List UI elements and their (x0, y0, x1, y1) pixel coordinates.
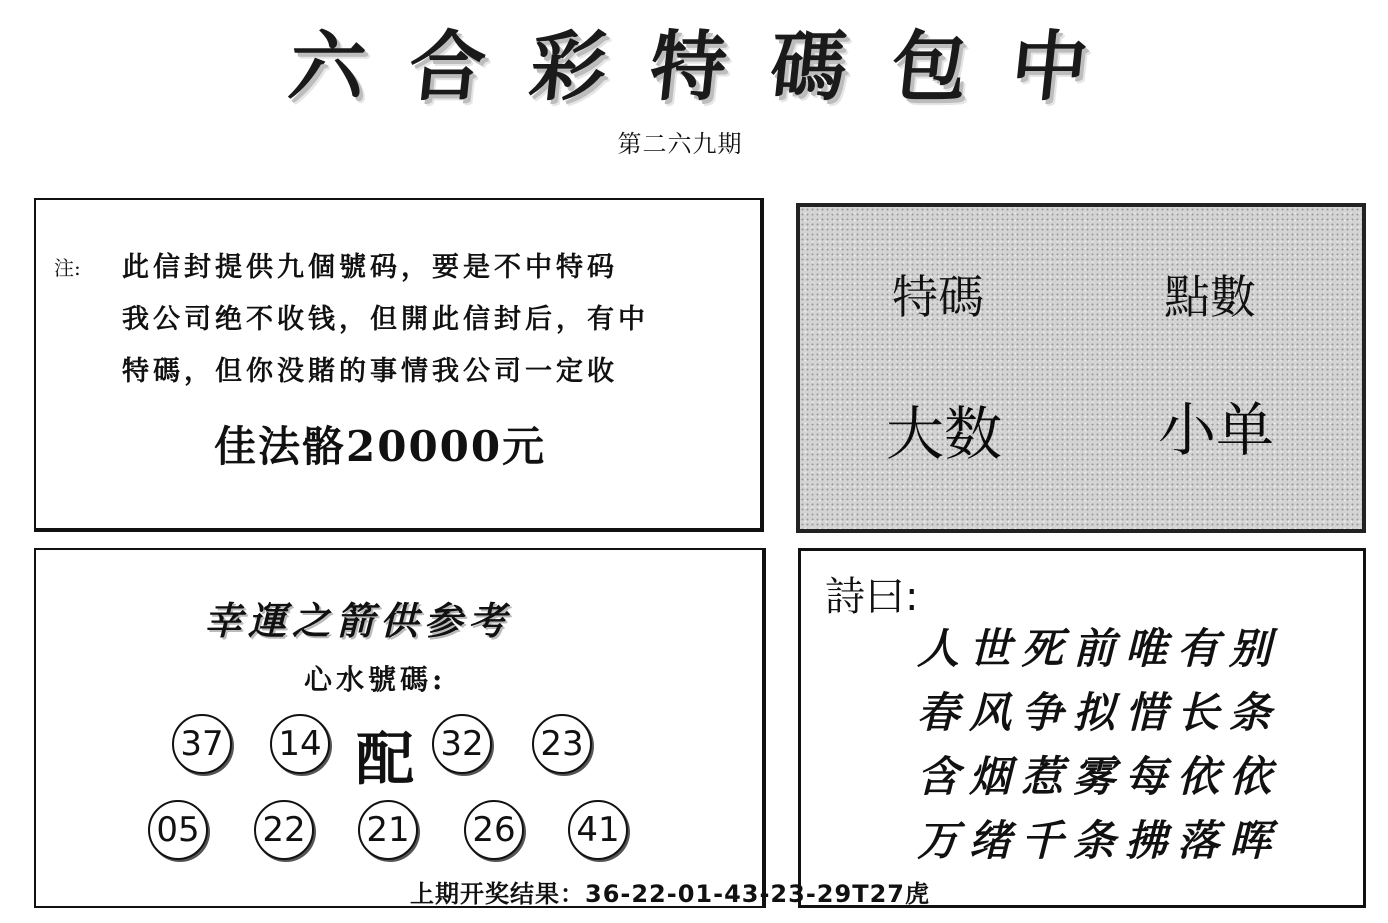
note-line: 我公司绝不收钱，但開此信封后，有中 (122, 304, 649, 335)
poem-line: 春风争拟惜长条 (917, 688, 1282, 737)
number-ball: 32 (432, 714, 492, 774)
lucky-numbers-panel (34, 548, 766, 908)
code-label-right: 點數 (1164, 270, 1256, 324)
note-line: 特碼，但你没賭的事情我公司一定收 (122, 356, 618, 387)
title-char: 包 (886, 21, 974, 111)
title-char: 碼 (766, 21, 854, 111)
page-title (284, 10, 1095, 111)
special-code-panel (796, 203, 1366, 533)
title-char: 彩 (525, 21, 613, 111)
poem-line: 含烟惹雾每依依 (917, 752, 1282, 801)
code-value-left: 大数 (886, 400, 1003, 468)
note-panel (34, 198, 764, 532)
poem-line: 人世死前唯有别 (917, 624, 1282, 673)
number-ball: 26 (464, 800, 524, 860)
number-ball: 21 (358, 800, 418, 860)
number-ball: 41 (568, 800, 628, 860)
number-ball: 14 (270, 714, 330, 774)
poem-text (917, 617, 1281, 873)
lucky-subtitle: 心水號碼: (304, 663, 447, 696)
pei-character: 配 (356, 725, 415, 793)
title-char: 合 (405, 21, 493, 111)
poem-heading: 詩曰: (825, 574, 919, 620)
note-text (122, 242, 649, 398)
last-draw-result: 上期开奖结果：36-22-01-43-23-29T27虎 (410, 880, 930, 908)
note-line: 此信封提供九個號码，要是不中特码 (122, 252, 618, 283)
number-ball: 22 (254, 800, 314, 860)
note-label: 注: (54, 256, 81, 280)
issue-number: 第二六九期 (617, 130, 743, 158)
code-label-left: 特碼 (892, 270, 984, 324)
fine-amount: 佳法骼20000元 (214, 422, 547, 471)
poem-line: 万绪千条拂落晖 (917, 816, 1282, 865)
poem-panel (798, 548, 1366, 908)
title-char: 特 (645, 21, 734, 111)
code-value-right: 小单 (1158, 396, 1275, 464)
title-char: 六 (284, 21, 373, 111)
number-ball: 23 (532, 714, 592, 774)
lucky-title: 幸運之箭供参考 (204, 598, 513, 643)
number-ball: 05 (148, 800, 208, 860)
title-char: 中 (1006, 21, 1095, 111)
number-ball: 37 (172, 714, 232, 774)
